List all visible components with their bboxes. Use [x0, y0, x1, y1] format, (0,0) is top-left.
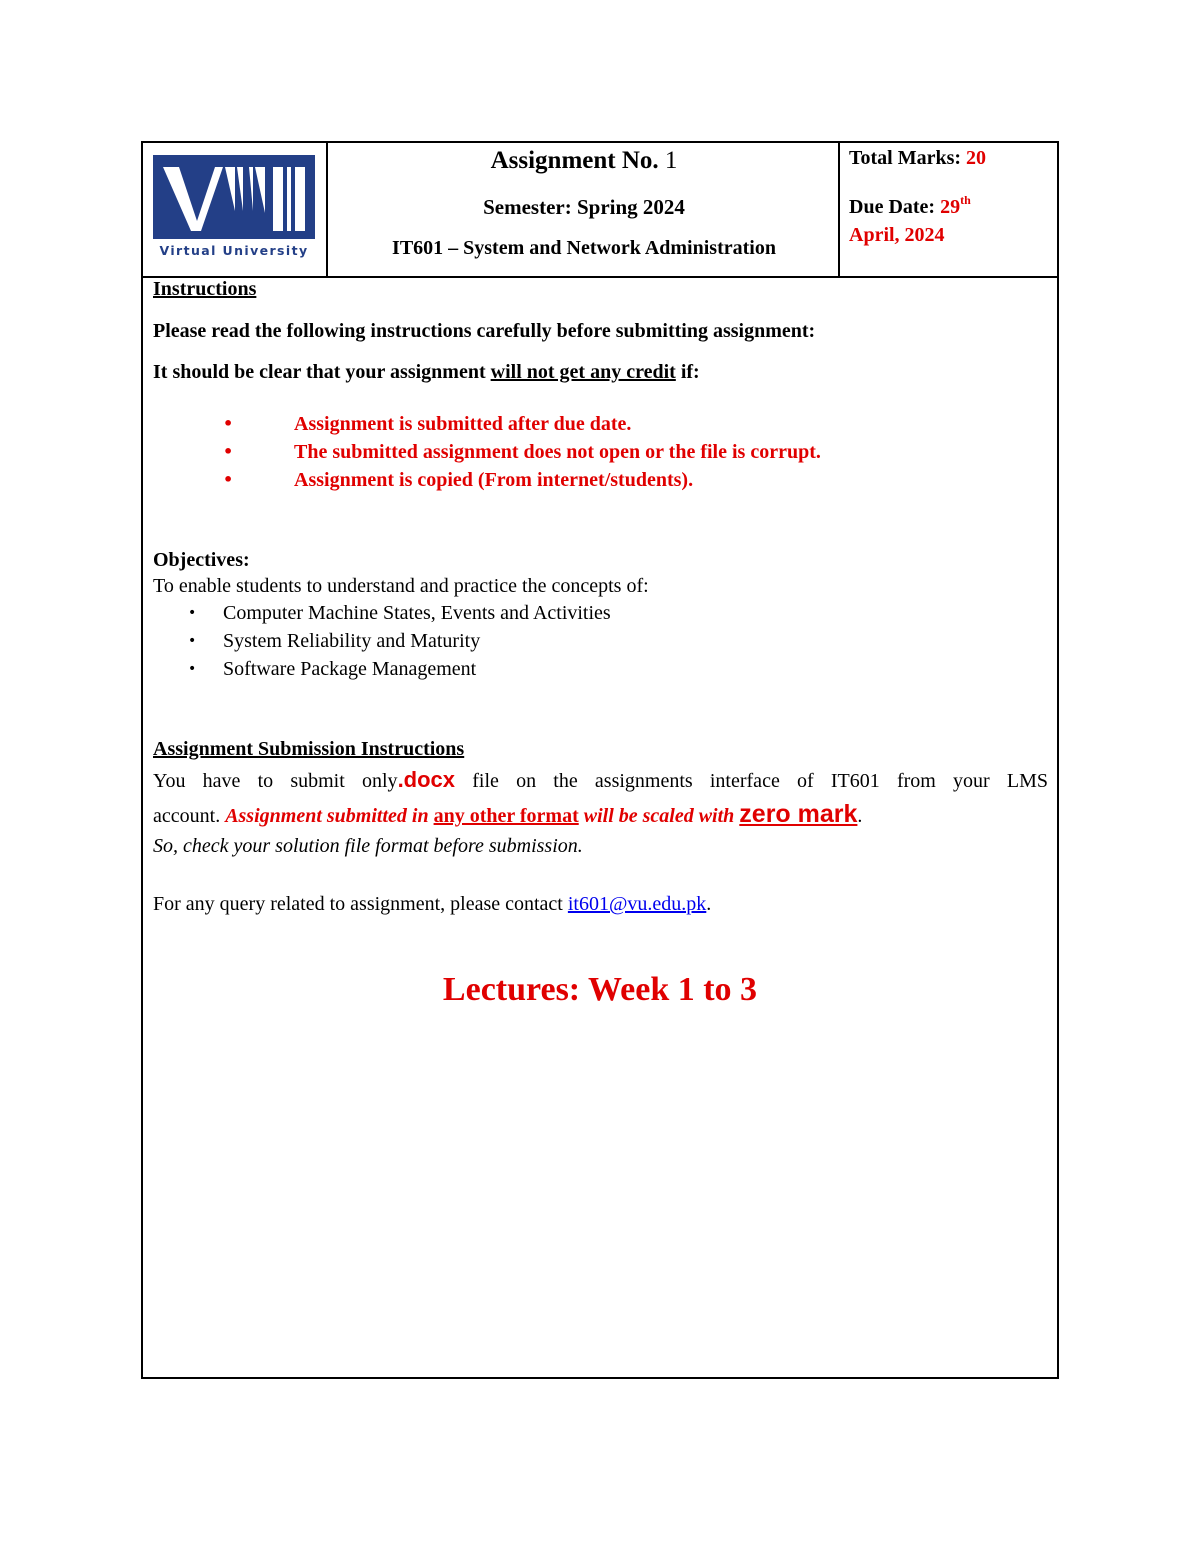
instruction-item-3: Assignment is copied (From internet/students). — [294, 469, 694, 491]
submission-p1-post: file on the assignments interface of IT601 from your LMS — [455, 770, 1049, 792]
instructions-line1: Please read the following instructions carefully before submitting assignment: — [153, 320, 816, 342]
assignment-title — [330, 147, 838, 175]
due-day-number: 29 — [940, 196, 961, 218]
instruction-bullet: • — [223, 470, 234, 489]
submission-p1-pre: You have to submit only — [153, 770, 398, 792]
query-post: . — [706, 893, 712, 915]
submission-paragraph-line3: So, check your solution file format before submission. — [153, 835, 583, 857]
due-day-suffix: th — [960, 193, 971, 207]
due-month-year: April, 2024 — [849, 224, 945, 246]
submission-heading: Assignment Submission Instructions — [153, 738, 465, 760]
zero-mark: zero mark — [739, 800, 858, 828]
vu-logo-letters-icon — [153, 155, 315, 239]
instruction-bullet: • — [223, 442, 234, 461]
objective-bullet: • — [188, 661, 197, 677]
submission-p2-period: . — [857, 805, 863, 827]
query-line — [153, 893, 711, 916]
contact-email-link[interactable]: it601@vu.edu.pk — [567, 893, 707, 915]
vu-logo — [153, 155, 315, 262]
assignment-frame — [141, 141, 1059, 1379]
objective-item-3: Software Package Management — [223, 658, 477, 680]
submission-paragraph-line2 — [153, 800, 862, 829]
course-title: IT601 – System and Network Administration — [392, 237, 776, 259]
header-table — [143, 143, 1057, 278]
lectures-range: Lectures: Week 1 to 3 — [442, 971, 758, 1008]
objective-bullet: • — [188, 605, 197, 621]
submission-warning-1: Assignment submitted in — [225, 805, 434, 827]
submission-warning-format: any other format — [433, 805, 579, 827]
instructions-line2-post: if: — [675, 361, 700, 383]
vu-logo-mark — [153, 155, 315, 239]
docx-format: .docx — [397, 767, 456, 792]
instruction-item-1: Assignment is submitted after due date. — [294, 413, 632, 435]
objectives-heading: Objectives: — [153, 549, 250, 571]
instructions-line2-pre: It should be clear that your assignment — [153, 361, 491, 383]
instruction-item-2: The submitted assignment does not open or the file is corrupt. — [294, 441, 821, 463]
submission-paragraph-line1 — [153, 767, 1048, 793]
header-divider-right — [838, 143, 840, 276]
total-marks-value: 20 — [966, 147, 987, 169]
instructions-heading: Instructions — [153, 278, 257, 300]
query-pre: For any query related to assignment, please contact — [153, 893, 568, 915]
total-marks-label: Total Marks: — [849, 147, 962, 169]
assignment-label: Assignment No. — [490, 147, 659, 174]
instructions-line2-underlined: will not get any credit — [490, 361, 676, 383]
submission-warning-2: will be scaled with — [578, 805, 740, 827]
due-date-label: Due Date: — [849, 196, 936, 218]
objective-bullet: • — [188, 633, 197, 649]
semester: Semester: Spring 2024 — [483, 195, 685, 219]
instruction-bullet: • — [223, 414, 234, 433]
due-date — [849, 193, 971, 249]
submission-p2-pre: account. — [153, 805, 226, 827]
vu-logo-caption: Virtual University — [159, 243, 309, 258]
total-marks — [849, 147, 986, 170]
objective-item-2: System Reliability and Maturity — [223, 630, 481, 652]
objective-item-1: Computer Machine States, Events and Activities — [223, 602, 611, 624]
due-day — [940, 193, 971, 218]
instructions-line2 — [153, 361, 700, 384]
header-divider-left — [326, 143, 328, 276]
assignment-number: 1 — [664, 147, 678, 174]
objectives-intro: To enable students to understand and practice the concepts of: — [153, 575, 649, 597]
